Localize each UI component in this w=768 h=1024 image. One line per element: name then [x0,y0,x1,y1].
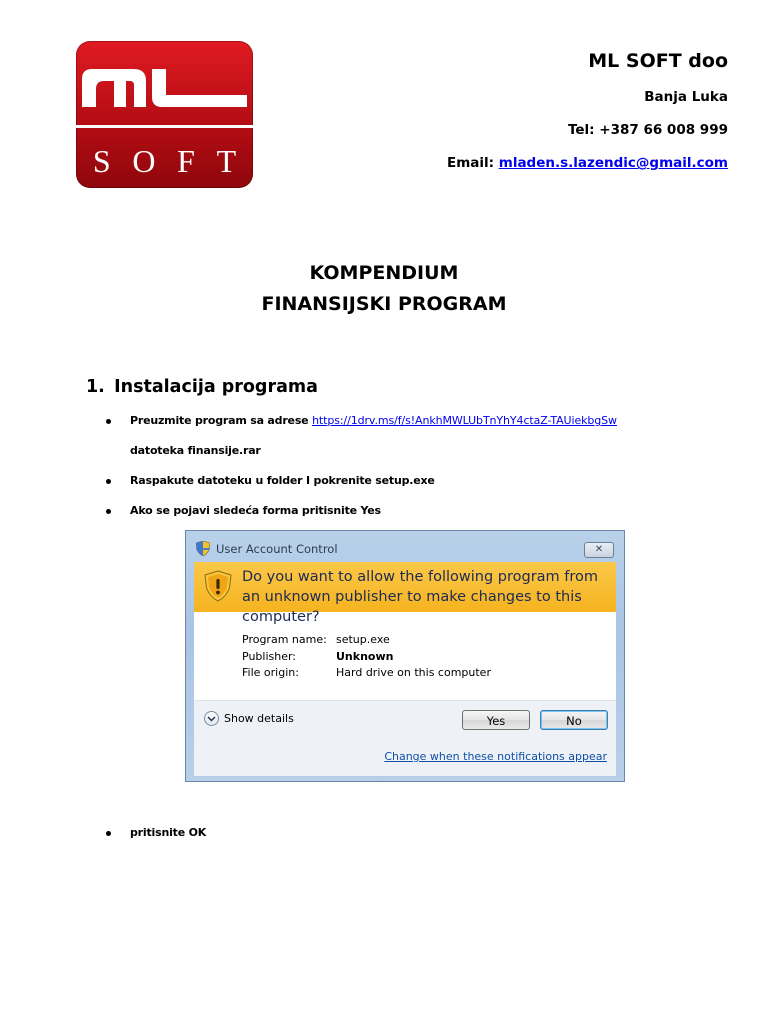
bullet-dot [106,479,111,484]
change-notifications-link[interactable]: Change when these notifications appear [384,750,607,763]
program-name-label: Program name: [242,633,327,646]
yes-button[interactable]: Yes [462,710,530,730]
title-line-1: KOMPENDIUM [309,262,459,284]
no-button[interactable]: No [540,710,608,730]
uac-titlebar [186,531,624,561]
company-phone: Tel: +387 66 008 999 [567,122,728,138]
section-number: 1. [86,377,105,397]
uac-body [194,562,616,775]
ml-soft-logo [76,41,253,188]
download-file-note: datoteka finansije.rar [130,444,261,457]
uac-instruction-text: Ako se pojavi sledeća forma pritisnite Yes [130,504,381,517]
list-item-extract [130,474,435,487]
publisher-label: Publisher: [242,649,297,663]
chevron-down-icon [204,711,219,726]
email-link[interactable]: mladen.s.lazendic@gmail.com [498,155,728,171]
program-name-value: setup.exe [336,633,390,646]
warning-shield-icon [204,570,232,602]
company-city: Banja Luka [644,89,728,105]
program-name-row [242,632,491,649]
bullet-dot [106,509,111,514]
list-item-uac-yes [130,504,381,517]
list-item-download [130,414,617,427]
uac-warning-banner [194,562,616,625]
file-origin-row [242,665,491,682]
show-details-label: Show details [224,712,294,725]
list-item-ok [130,826,206,839]
logo-letter-t: T [216,143,237,179]
email-label: Email: [446,155,495,171]
uac-dialog [185,530,625,782]
uac-question: Do you want to allow the following program from an unknown publisher to make changes to this computer? [242,569,599,625]
logo-letter-f: F [177,143,195,179]
download-link[interactable]: https://1drv.ms/f/s!AnkhMWLUbTnYhY4ctaZ-TAUiekbgSw [312,414,617,427]
uac-footer [194,700,616,776]
section-title: Instalacija programa [114,377,318,397]
show-details-toggle[interactable] [204,711,294,726]
company-header [447,48,728,187]
extract-text: Raspakute datoteku u folder I pokrenite setup.exe [130,474,435,487]
bullet-dot [106,831,111,836]
ok-instruction-text: pritisnite OK [130,826,207,839]
title-line-2: FINANSIJSKI PROGRAM [261,293,507,315]
bullet-dot [106,419,111,424]
section-heading [86,374,318,400]
uac-title: User Account Control [216,542,338,556]
shield-icon [196,541,210,556]
logo-letter-o: O [132,143,156,179]
close-button[interactable]: ✕ [584,542,614,558]
publisher-value: Unknown [336,649,394,663]
logo-letter-s: S [92,143,111,179]
file-origin-label: File origin: [242,666,299,679]
publisher-row [242,649,491,666]
download-text: Preuzmite program sa adrese [130,414,313,427]
company-email-line [447,154,728,173]
file-origin-value: Hard drive on this computer [336,666,491,679]
uac-program-details [242,632,491,682]
document-title [0,258,768,320]
company-name: ML SOFT doo [588,50,728,72]
logo-soft-letters [76,141,253,181]
